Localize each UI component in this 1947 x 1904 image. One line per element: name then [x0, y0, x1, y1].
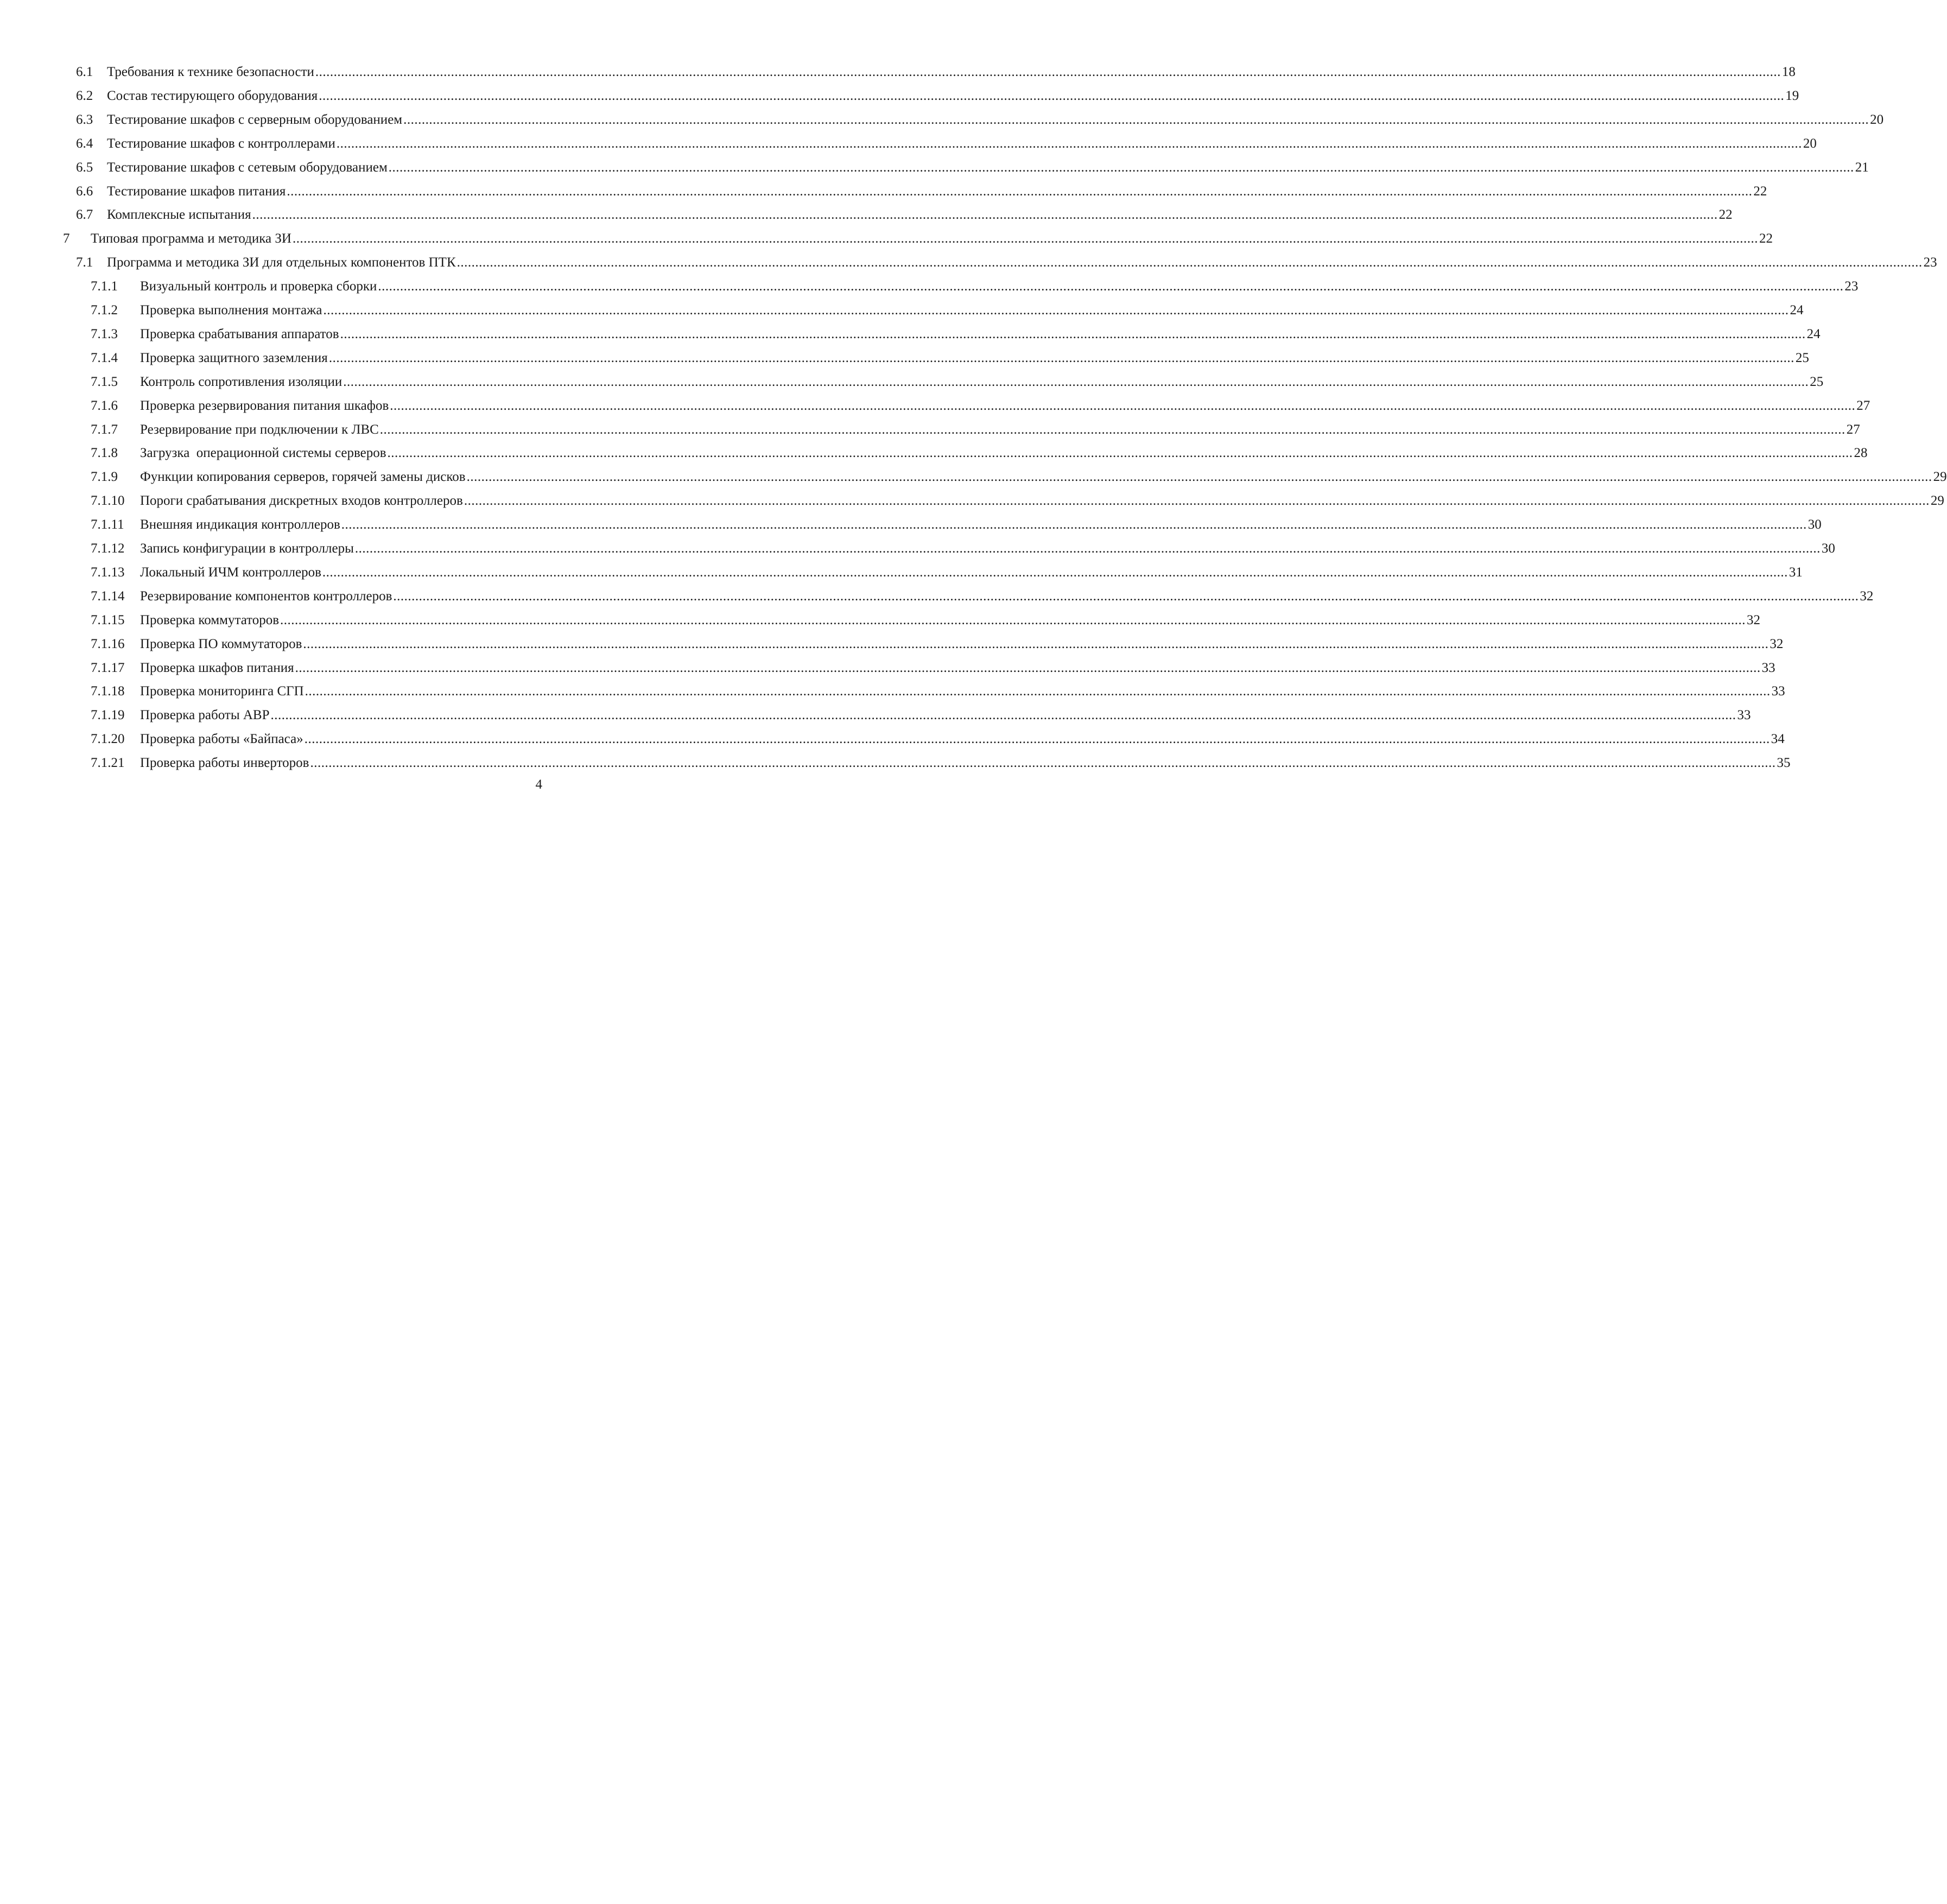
toc-entry-page: 22 — [1718, 207, 1733, 223]
toc-entry-title: Тестирование шкафов с сетевым оборудованием — [107, 160, 388, 175]
toc-entry-number: 7.1.2 — [91, 303, 118, 318]
toc-entry-page: 33 — [1761, 660, 1775, 675]
toc-entry[interactable] — [0, 300, 1804, 321]
toc-entry-title: Тестирование шкафов с контроллерами — [107, 136, 335, 151]
toc-entry[interactable] — [0, 586, 1874, 607]
toc-entry-number: 7.1.19 — [91, 708, 125, 723]
toc-entry[interactable] — [0, 610, 1761, 631]
toc-entry-page: 30 — [1821, 541, 1835, 556]
dot-leader: ................................................................................................................................................................................................................................................................................................................................................................................................................ — [403, 112, 1869, 127]
toc-entry-page: 27 — [1856, 398, 1870, 413]
toc-entry-title: Тестирование шкафов питания — [107, 183, 286, 199]
toc-entry[interactable] — [0, 728, 1785, 750]
toc-entry-title: Пороги срабатывания дискретных входов контроллеров — [140, 493, 463, 509]
toc-entry-title: Программа и методика ЗИ для отдельных компонентов ПТК — [107, 255, 456, 270]
toc-entry-number: 7.1.10 — [91, 493, 125, 509]
toc-entry-number: 7.1.13 — [91, 564, 125, 580]
toc-entry-number: 7.1.16 — [91, 636, 125, 651]
toc-entry-number: 7.1.14 — [91, 588, 125, 604]
toc-entry-title: Загрузка операционной системы серверов — [140, 446, 386, 461]
toc-entry-page: 19 — [1785, 88, 1799, 103]
dot-leader: ................................................................................................................................................................................................................................................................................................................................................................................................................ — [340, 326, 1806, 341]
toc-entry-title: Проверка работы инверторов — [140, 756, 309, 771]
toc-entry[interactable] — [0, 490, 1944, 512]
toc-entry-number: 6.2 — [76, 88, 93, 103]
dot-leader: ................................................................................................................................................................................................................................................................................................................................................................................................................ — [305, 684, 1771, 699]
toc-entry-title: Проверка работы «Байпаса» — [140, 732, 303, 747]
toc-entry[interactable] — [0, 657, 1775, 679]
dot-leader: ................................................................................................................................................................................................................................................................................................................................................................................................................ — [315, 65, 1781, 79]
toc-entry-page: 23 — [1844, 279, 1859, 294]
toc-entry-number: 7.1.15 — [91, 612, 125, 627]
toc-entry-number: 7.1.20 — [91, 732, 125, 747]
toc-entry-page: 23 — [1923, 255, 1937, 270]
toc-entry-page: 32 — [1860, 588, 1874, 604]
toc-entry-number: 7.1.6 — [91, 398, 118, 413]
toc-entry-page: 31 — [1789, 564, 1803, 580]
toc-entry[interactable] — [0, 371, 1824, 393]
toc-entry-title: Запись конфигурации в контроллеры — [140, 541, 354, 556]
toc-entry-number: 7.1.7 — [91, 422, 118, 437]
toc-entry-title: Проверка резервирования питания шкафов — [140, 398, 389, 413]
toc-entry-page: 33 — [1771, 684, 1785, 699]
toc-entry-title: Проверка ПО коммутаторов — [140, 636, 302, 651]
toc-entry[interactable] — [0, 181, 1767, 202]
toc-entry-number: 7.1.12 — [91, 541, 125, 556]
toc-entry[interactable] — [0, 276, 1859, 297]
toc-entry-number: 7.1 — [76, 255, 93, 270]
dot-leader: ................................................................................................................................................................................................................................................................................................................................................................................................................ — [328, 350, 1794, 365]
toc-entry[interactable] — [0, 228, 1773, 250]
toc-entry[interactable] — [0, 61, 1796, 83]
toc-entry[interactable] — [0, 85, 1799, 107]
toc-entry[interactable] — [0, 705, 1751, 726]
dot-leader: ................................................................................................................................................................................................................................................................................................................................................................................................................ — [387, 446, 1853, 461]
toc-entry-number: 7.1.1 — [91, 279, 118, 294]
toc-entry-title: Внешняя индикация контроллеров — [140, 517, 340, 532]
toc-entry-page: 25 — [1810, 374, 1824, 389]
toc-entry[interactable] — [0, 633, 1784, 655]
toc-entry-page: 34 — [1771, 732, 1785, 747]
dot-leader: ................................................................................................................................................................................................................................................................................................................................................................................................................ — [280, 612, 1746, 627]
toc-entry[interactable] — [0, 442, 1868, 464]
toc-entry-title: Локальный ИЧМ контроллеров — [140, 564, 321, 580]
toc-entry[interactable] — [0, 681, 1785, 702]
toc-entry-number: 7.1.8 — [91, 446, 118, 461]
dot-leader: ................................................................................................................................................................................................................................................................................................................................................................................................................ — [341, 517, 1807, 532]
toc-entry-number: 6.1 — [76, 65, 93, 79]
dot-leader: ................................................................................................................................................................................................................................................................................................................................................................................................................ — [295, 660, 1761, 675]
toc-entry[interactable] — [0, 252, 1937, 274]
toc-entry-page: 22 — [1759, 231, 1773, 246]
toc-entry-number: 7.1.17 — [91, 660, 125, 675]
toc-entry-page: 21 — [1855, 160, 1869, 175]
toc-entry-title: Функции копирования серверов, горячей замены дисков — [140, 469, 466, 485]
toc-entry[interactable] — [0, 109, 1884, 131]
toc-entry-page: 22 — [1753, 183, 1767, 199]
toc-entry[interactable] — [0, 133, 1817, 155]
dot-leader: ................................................................................................................................................................................................................................................................................................................................................................................................................ — [378, 279, 1844, 294]
toc-entry-number: 7.1.5 — [91, 374, 118, 389]
dot-leader: ................................................................................................................................................................................................................................................................................................................................................................................................................ — [464, 493, 1930, 509]
toc-entry-title: Контроль сопротивления изоляции — [140, 374, 343, 389]
toc-entry-number: 7.1.9 — [91, 469, 118, 485]
toc-entry-page: 24 — [1806, 326, 1821, 341]
dot-leader: ................................................................................................................................................................................................................................................................................................................................................................................................................ — [466, 469, 1932, 485]
dot-leader: ................................................................................................................................................................................................................................................................................................................................................................................................................ — [336, 136, 1802, 151]
toc-entry[interactable] — [0, 347, 1809, 369]
toc-entry[interactable] — [0, 419, 1860, 441]
toc-entry-number: 7.1.4 — [91, 350, 118, 365]
dot-leader: ................................................................................................................................................................................................................................................................................................................................................................................................................ — [393, 588, 1859, 604]
toc-entry[interactable] — [0, 395, 1870, 417]
toc-entry-number: 7.1.3 — [91, 326, 118, 341]
toc-entry-number: 7.1.21 — [91, 756, 125, 771]
toc-entry-number: 6.3 — [76, 112, 93, 127]
dot-leader: ................................................................................................................................................................................................................................................................................................................................................................................................................ — [310, 756, 1776, 771]
toc-entry[interactable] — [0, 514, 1822, 536]
dot-leader: ................................................................................................................................................................................................................................................................................................................................................................................................................ — [456, 255, 1923, 270]
toc-entry[interactable] — [0, 157, 1869, 179]
toc-entry-title: Тестирование шкафов с серверным оборудованием — [107, 112, 403, 127]
dot-leader: ................................................................................................................................................................................................................................................................................................................................................................................................................ — [304, 732, 1770, 747]
dot-leader: ................................................................................................................................................................................................................................................................................................................................................................................................................ — [322, 564, 1788, 580]
toc-entry-title: Резервирование при подключении к ЛВС — [140, 422, 379, 437]
toc-entry-number: 7.1.18 — [91, 684, 125, 699]
dot-leader: ................................................................................................................................................................................................................................................................................................................................................................................................................ — [354, 541, 1821, 556]
toc-entry-page: 20 — [1870, 112, 1884, 127]
toc-entry-title: Резервирование компонентов контроллеров — [140, 588, 392, 604]
dot-leader: ................................................................................................................................................................................................................................................................................................................................................................................................................ — [323, 303, 1789, 318]
toc-entry-number: 7 — [63, 231, 70, 246]
toc-entry-title: Проверка работы АВР — [140, 708, 270, 723]
toc-entry-title: Проверка срабатывания аппаратов — [140, 326, 339, 341]
toc-entry[interactable] — [0, 466, 1947, 488]
toc-entry-number: 6.4 — [76, 136, 93, 151]
toc-entry-page: 29 — [1933, 469, 1947, 485]
dot-leader: ................................................................................................................................................................................................................................................................................................................................................................................................................ — [388, 160, 1854, 175]
dot-leader: ................................................................................................................................................................................................................................................................................................................................................................................................................ — [270, 708, 1736, 723]
page-number: 4 — [535, 777, 542, 792]
toc-entry-number: 6.6 — [76, 183, 93, 199]
toc-entry-title: Проверка выполнения монтажа — [140, 303, 322, 318]
toc-entry-page: 18 — [1781, 65, 1796, 79]
toc-entry-number: 6.5 — [76, 160, 93, 175]
toc-entry-page: 33 — [1737, 708, 1751, 723]
dot-leader: ................................................................................................................................................................................................................................................................................................................................................................................................................ — [292, 231, 1758, 246]
toc-entry-title: Комплексные испытания — [107, 207, 251, 223]
toc-entry-number: 6.7 — [76, 207, 93, 223]
dot-leader: ................................................................................................................................................................................................................................................................................................................................................................................................................ — [390, 398, 1856, 413]
dot-leader: ................................................................................................................................................................................................................................................................................................................................................................................................................ — [287, 183, 1753, 199]
dot-leader: ................................................................................................................................................................................................................................................................................................................................................................................................................ — [343, 374, 1809, 389]
toc-entry[interactable] — [0, 538, 1835, 560]
dot-leader: ................................................................................................................................................................................................................................................................................................................................................................................................................ — [303, 636, 1769, 651]
toc-entry-title: Проверка мониторинга СГП — [140, 684, 304, 699]
toc-entry[interactable] — [0, 562, 1803, 583]
toc-entry-title: Требования к технике безопасности — [107, 65, 314, 79]
dot-leader: ................................................................................................................................................................................................................................................................................................................................................................................................................ — [319, 88, 1785, 103]
toc-entry-page: 25 — [1795, 350, 1809, 365]
toc-entry-page: 32 — [1747, 612, 1761, 627]
toc-entry-title: Состав тестирующего оборудования — [107, 88, 318, 103]
toc-entry-page: 35 — [1777, 756, 1791, 771]
toc-entry-title: Проверка защитного заземления — [140, 350, 328, 365]
toc-entry-page: 28 — [1854, 446, 1868, 461]
toc-entry-page: 24 — [1790, 303, 1804, 318]
toc-entry-title: Проверка коммутаторов — [140, 612, 280, 627]
toc-entry-title: Визуальный контроль и проверка сборки — [140, 279, 377, 294]
toc-entry[interactable] — [0, 752, 1791, 774]
toc-entry-title: Проверка шкафов питания — [140, 660, 294, 675]
dot-leader: ................................................................................................................................................................................................................................................................................................................................................................................................................ — [379, 422, 1845, 437]
toc-entry-page: 20 — [1803, 136, 1817, 151]
toc-entry-page: 30 — [1808, 517, 1822, 532]
toc-entry[interactable] — [0, 204, 1733, 226]
dot-leader: ................................................................................................................................................................................................................................................................................................................................................................................................................ — [252, 207, 1718, 223]
toc-entry[interactable] — [0, 323, 1821, 345]
toc-entry-number: 7.1.11 — [91, 517, 124, 532]
toc-entry-page: 32 — [1770, 636, 1784, 651]
toc-entry-title: Типовая программа и методика ЗИ — [91, 231, 291, 246]
toc-entry-page: 27 — [1846, 422, 1860, 437]
toc-entry-page: 29 — [1930, 493, 1944, 509]
